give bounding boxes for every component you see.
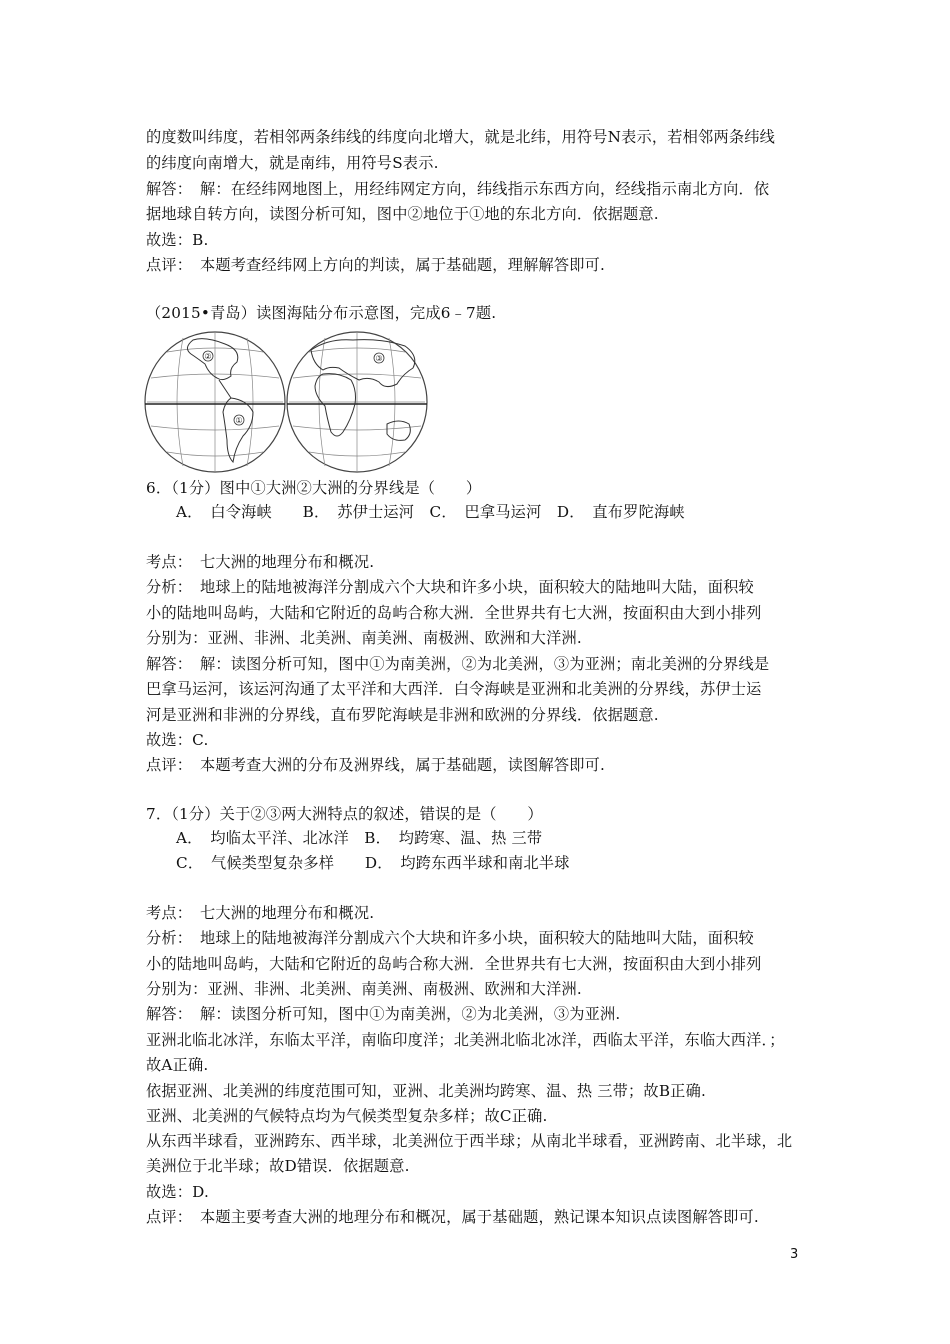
question-6: 6．（1分）图中①大洲②大洲的分界线是（ ）: [146, 479, 482, 497]
text-line: 亚洲北临北冰洋，东临太平洋，南临印度洋；北美洲北临北冰洋，西临太平洋，东临大西洋．；: [146, 1031, 785, 1049]
marker-3: ③: [375, 354, 383, 363]
text-line: 故选：D.: [146, 1183, 210, 1201]
text-line: 亚洲、北美洲的气候特点均为气候类型复杂多样；故C正确.: [146, 1107, 548, 1125]
question-7-options-cd: C． 气候类型复杂多样 D． 均跨东西半球和南北半球: [176, 854, 570, 872]
text-line: 分析： 地球上的陆地被海洋分割成六个大块和许多小块，面积较大的陆地叫大陆，面积较: [146, 578, 754, 596]
marker-2: ②: [204, 352, 212, 361]
text-line: 解答： 解：读图分析可知，图中①为南美洲，②为北美洲，③为亚洲.: [146, 1005, 621, 1023]
text-line: 考点： 七大洲的地理分布和概况.: [146, 904, 375, 922]
question-7-options-ab: A． 均临太平洋、北冰洋 B． 均跨寒、温、热 三带: [176, 829, 543, 847]
text-line: 依据亚洲、北美洲的纬度范围可知，亚洲、北美洲均跨寒、温、热 三带；故B正确.: [146, 1082, 706, 1100]
world-map-figure: [143, 328, 521, 476]
western-hemisphere: [145, 332, 285, 472]
text-line: 解答： 解：在经纬网地图上，用经纬网定方向，纬线指示东西方向，经线指示南北方向．依: [146, 180, 770, 198]
text-line: 的纬度向南增大，就是南纬，用符号S表示.: [146, 154, 439, 172]
text-line: 从东西半球看，亚洲跨东、西半球，北美洲位于西半球；从南北半球看，亚洲跨南、北半球，北: [146, 1132, 793, 1150]
text-line: 故选：C.: [146, 731, 209, 749]
text-line: 小的陆地叫岛屿，大陆和它附近的岛屿合称大洲．全世界共有七大洲，按面积由大到小排列: [146, 604, 762, 622]
text-line: 的度数叫纬度，若相邻两条纬线的纬度向北增大，就是北纬，用符号N表示，若相邻两条纬线: [146, 128, 775, 146]
eastern-hemisphere: [287, 332, 427, 472]
text-line: 解答： 解：读图分析可知，图中①为南美洲，②为北美洲，③为亚洲；南北美洲的分界线是: [146, 655, 770, 673]
question-6-options: A． 白令海峡 B． 苏伊士运河 C． 巴拿马运河 D． 直布罗陀海峡: [176, 503, 685, 521]
text-line: 点评： 本题主要考查大洲的地理分布和概况，属于基础题，熟记课本知识点读图解答即可.: [146, 1208, 759, 1226]
text-line: 美洲位于北半球；故D错误．依据题意.: [146, 1157, 410, 1175]
text-line: 分别为：亚洲、非洲、北美洲、南美洲、南极洲、欧洲和大洋洲.: [146, 980, 582, 998]
text-line: 小的陆地叫岛屿，大陆和它附近的岛屿合称大洲．全世界共有七大洲，按面积由大到小排列: [146, 955, 762, 973]
text-line: 据地球自转方向，读图分析可知，图中②地位于①地的东北方向．依据题意.: [146, 205, 659, 223]
page-number: 3: [790, 1247, 799, 1262]
question-7: 7．（1分）关于②③两大洲特点的叙述，错误的是（ ）: [146, 805, 543, 823]
text-line: 河是亚洲和非洲的分界线，直布罗陀海峡是非洲和欧洲的分界线．依据题意.: [146, 706, 659, 724]
text-line: 考点： 七大洲的地理分布和概况.: [146, 553, 375, 571]
text-line: 故选：B.: [146, 231, 209, 249]
marker-1: ①: [235, 416, 243, 425]
text-line: 点评： 本题考查大洲的分布及洲界线，属于基础题，读图解答即可.: [146, 756, 606, 774]
text-line: 巴拿马运河，该运河沟通了太平洋和大西洋．白令海峡是亚洲和北美洲的分界线，苏伊士运: [146, 680, 762, 698]
text-line: 点评： 本题考查经纬网上方向的判读，属于基础题，理解解答即可.: [146, 256, 606, 274]
question-intro: （2015•青岛）读图海陆分布示意图，完成6﹣7题.: [146, 304, 497, 322]
text-line: 分析： 地球上的陆地被海洋分割成六个大块和许多小块，面积较大的陆地叫大陆，面积较: [146, 929, 754, 947]
text-line: 分别为：亚洲、非洲、北美洲、南美洲、南极洲、欧洲和大洋洲.: [146, 629, 582, 647]
text-line: 故A正确.: [146, 1056, 209, 1074]
